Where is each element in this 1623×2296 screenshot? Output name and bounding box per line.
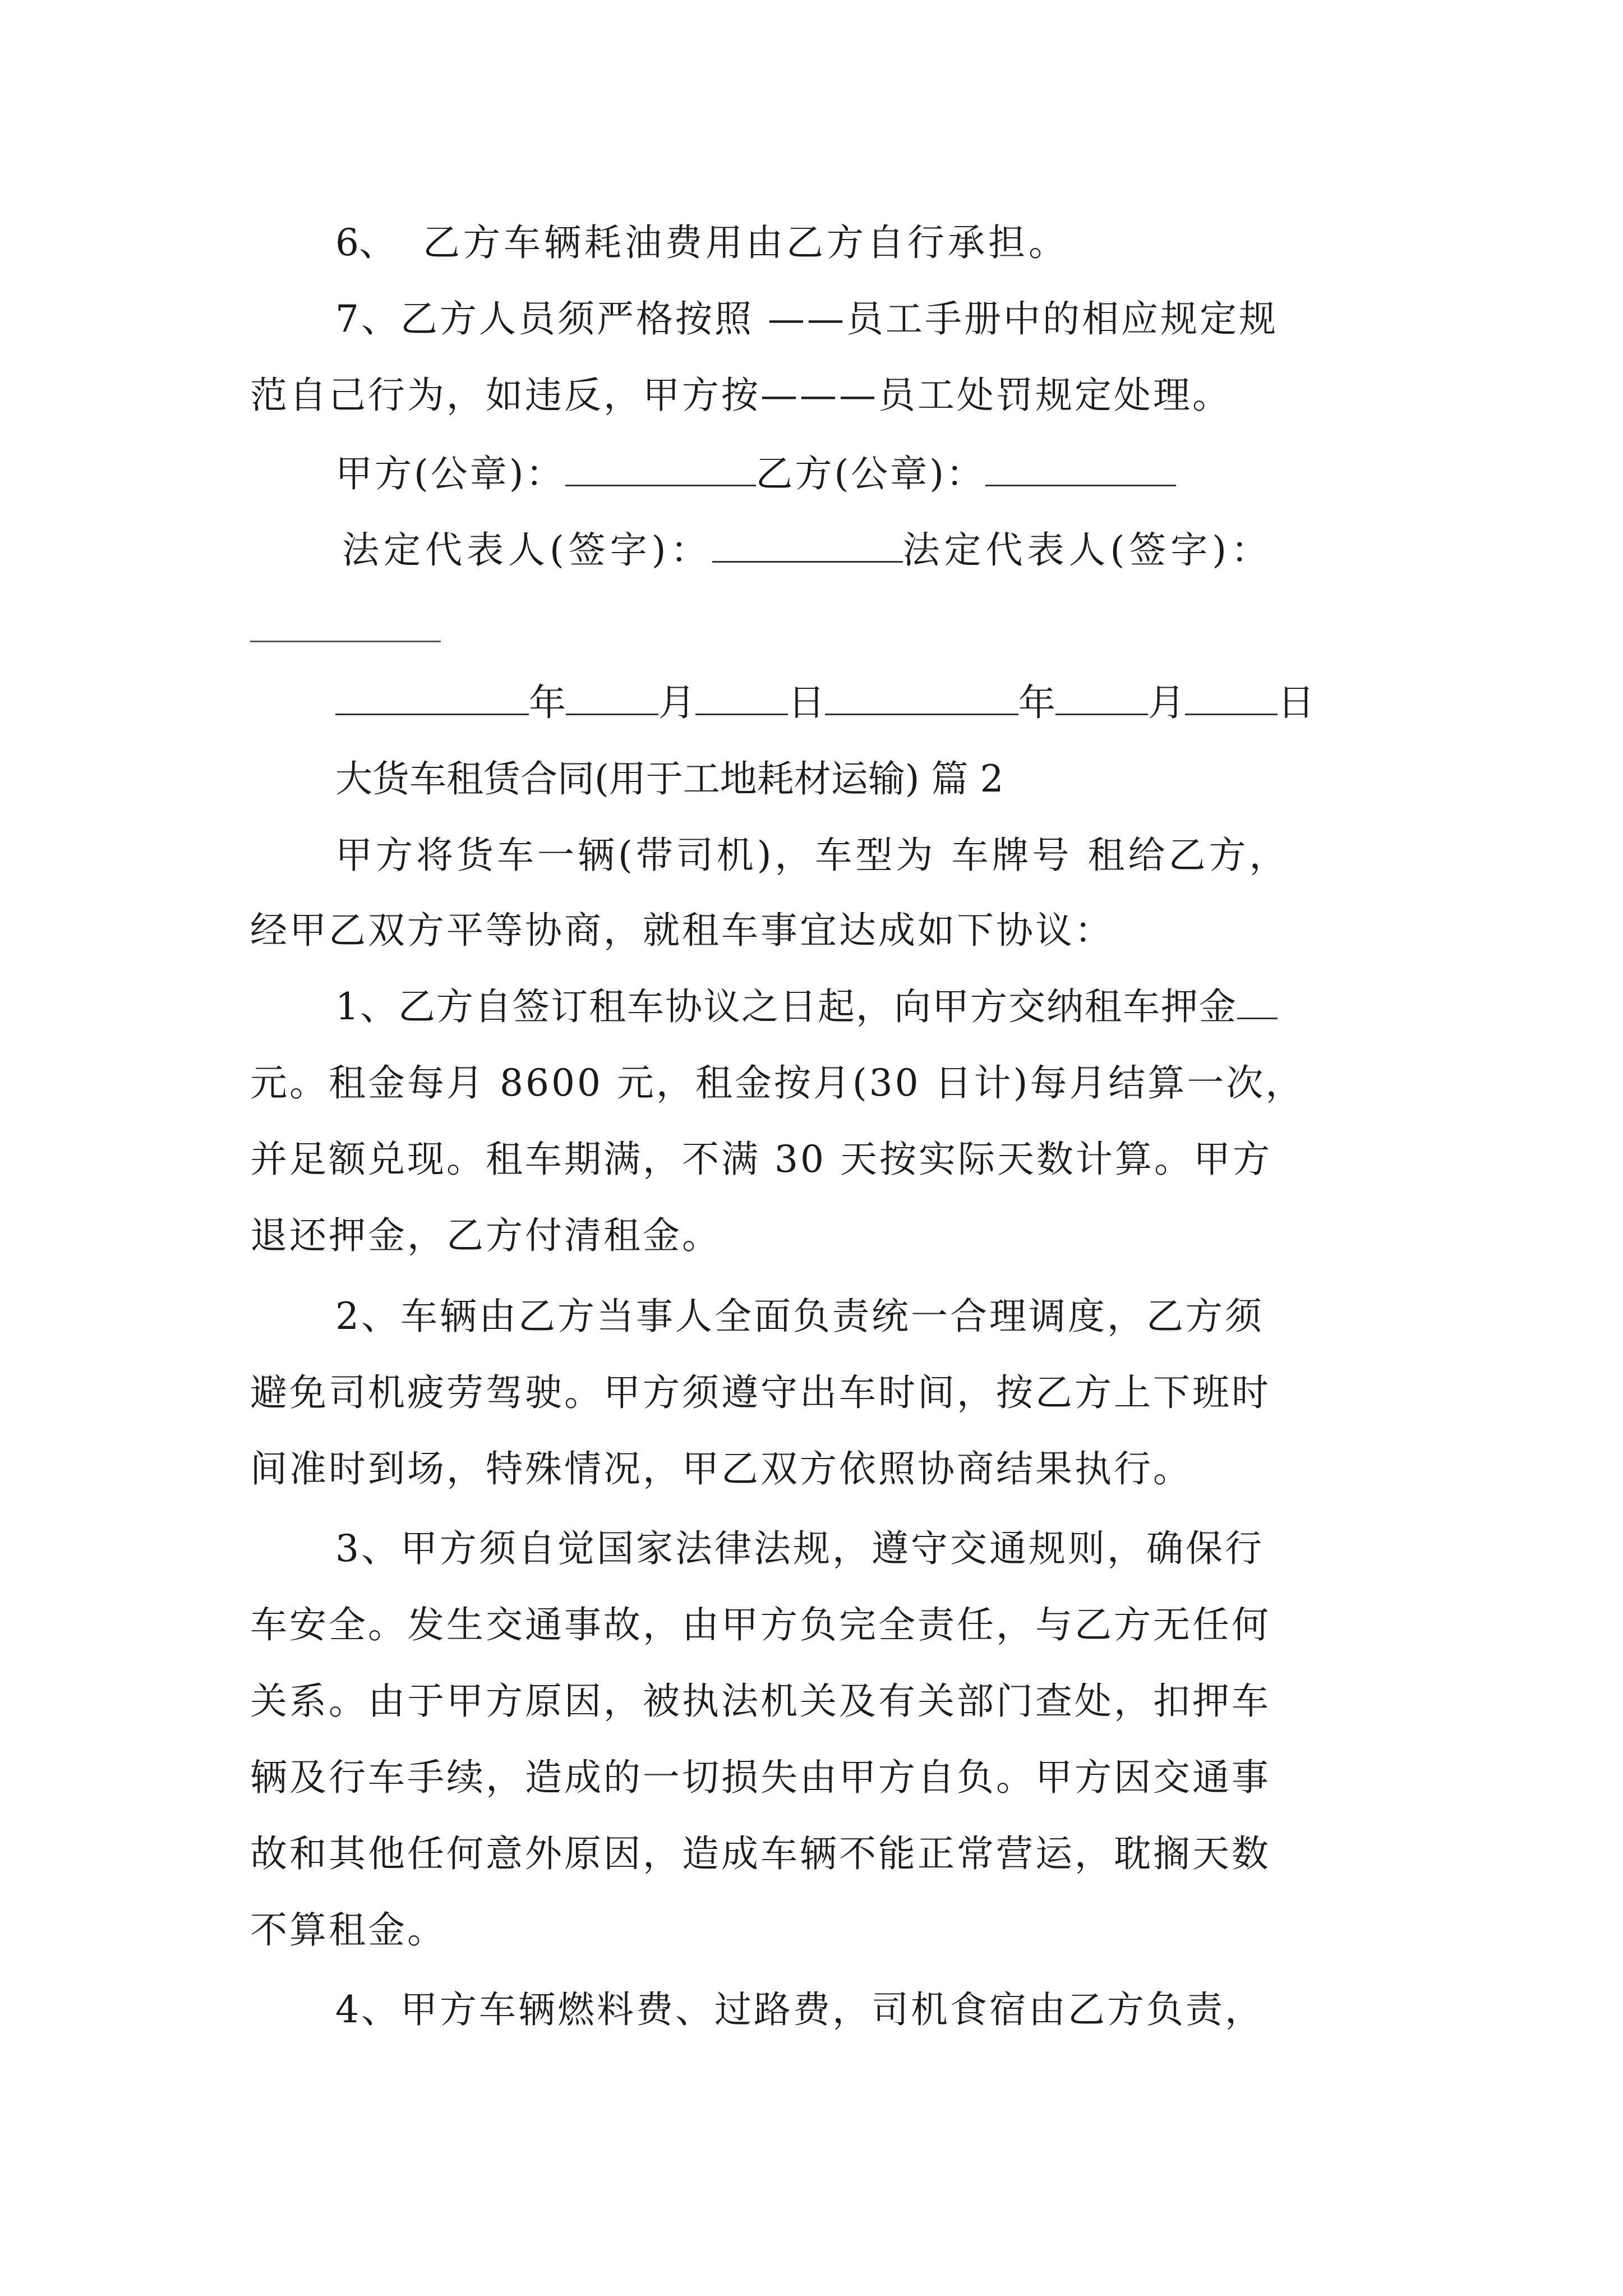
date-a-month-blank	[566, 679, 658, 715]
clause-1-line-3: 并足额兑现。租车期满，不满 30 天按实际天数计算。甲方	[250, 1138, 1272, 1181]
deposit-blank	[1237, 983, 1278, 1019]
clause-3-line-3: 关系。由于甲方原因，被执法机关及有关部门查处，扣押车	[250, 1680, 1271, 1723]
intro-line-2: 经甲乙双方平等协商，就租车事宜达成如下协议：	[250, 909, 1114, 952]
clause-2-line-3: 间准时到场，特殊情况，甲乙双方依照协商结果执行。	[250, 1447, 1192, 1490]
date-a-day: 日	[788, 681, 825, 724]
clause-4-line-1: 4、甲方车辆燃料费、过路费，司机食宿由乙方负责，	[335, 1988, 1264, 2031]
clause-3-line-2: 车安全。发生交通事故，由甲方负完全责任，与乙方无任何	[250, 1603, 1271, 1646]
date-b-month: 月	[1148, 681, 1185, 724]
clause-1-line-4: 退还押金，乙方付清租金。	[250, 1214, 721, 1257]
seal-line	[335, 449, 1176, 499]
date-b-day: 日	[1278, 681, 1315, 724]
clause-3-line-4: 辆及行车手续，造成的一切损失由甲方自负。甲方因交通事	[250, 1756, 1271, 1799]
clause-3-line-1: 3、甲方须自觉国家法律法规，遵守交通规则，确保行	[335, 1527, 1264, 1570]
party-a-seal-label: 甲方(公章)：	[335, 452, 565, 495]
date-b-month-blank	[1055, 679, 1148, 715]
date-b-year-blank	[825, 679, 1018, 715]
item-7-line-1: 7、乙方人员须严格按照 ——员工手册中的相应规定规	[335, 297, 1278, 341]
party-a-seal-blank	[565, 450, 756, 486]
date-b-year: 年	[1018, 681, 1055, 724]
date-a-month: 月	[658, 681, 695, 724]
section-heading: 大货车租赁合同(用于工地耗材运输) 篇 2	[335, 757, 1004, 800]
rep-a-label: 法定代表人(签字)：	[342, 528, 712, 572]
date-a-year-blank	[335, 679, 529, 715]
clause-2-line-1: 2、车辆由乙方当事人全面负责统一合理调度，乙方须	[335, 1295, 1264, 1338]
clause-1-line-2: 元。租金每月 8600 元，租金按月(30 日计)每月结算一次，	[250, 1061, 1305, 1105]
date-a-day-blank	[695, 679, 788, 715]
party-b-seal-blank	[985, 450, 1176, 486]
item-6-number: 6、	[335, 221, 396, 264]
item-6	[335, 218, 1069, 268]
clause-1-line-1	[335, 982, 1278, 1032]
representative-line	[342, 525, 1272, 576]
item-7-line-2: 范自己行为，如违反，甲方按———员工处罚规定处理。	[250, 374, 1232, 417]
intro-line-1: 甲方将货车一辆(带司机)，车型为 车牌号 租给乙方，	[335, 834, 1290, 877]
date-line	[335, 678, 1315, 728]
party-b-seal-label: 乙方(公章)：	[755, 452, 985, 495]
rep-b-label: 法定代表人(签字)：	[902, 528, 1272, 572]
clause-3-line-6: 不算租金。	[250, 1908, 446, 1952]
clause-3-line-5: 故和其他任何意外原因，造成车辆不能正常营运，耽搁天数	[250, 1832, 1271, 1875]
date-b-day-blank	[1185, 679, 1278, 715]
item-6-text: 乙方车辆耗油费用由乙方自行承担。	[423, 221, 1069, 264]
date-a-year: 年	[529, 681, 566, 724]
clause-2-line-2: 避免司机疲劳驾驶。甲方须遵守出车时间，按乙方上下班时	[250, 1371, 1271, 1414]
rep-b-blank	[250, 641, 441, 642]
clause-1-line-1-text: 1、乙方自签订租车协议之日起，向甲方交纳租车押金	[335, 985, 1237, 1028]
rep-a-blank	[712, 526, 903, 563]
